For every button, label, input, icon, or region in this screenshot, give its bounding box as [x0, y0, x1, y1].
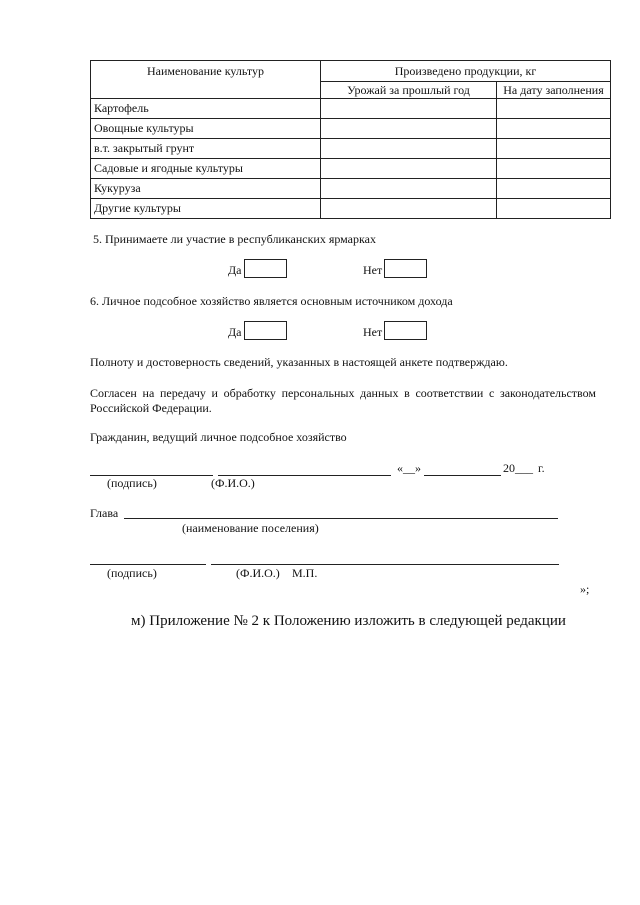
head-fio-line[interactable] — [211, 564, 559, 565]
row-name: Другие культуры — [91, 199, 321, 219]
amendment-text: м) Приложение № 2 к Положению изложить в следующей редакции — [131, 613, 566, 629]
row-name: Картофель — [91, 99, 321, 119]
cell-last-year[interactable] — [321, 179, 497, 199]
question-6-text: 6. Личное подсобное хозяйство является основным источником дохода — [90, 294, 453, 308]
question-5-text: 5. Принимаете ли участие в республиканских ярмарках — [93, 232, 376, 246]
table-row — [91, 199, 611, 219]
cell-current-date[interactable] — [497, 99, 611, 119]
q6-no-label: Нет — [363, 325, 383, 339]
header-current-date: На дату заполнения — [497, 82, 611, 99]
q5-yes-label: Да — [228, 263, 242, 277]
date-year-field[interactable]: 20___ — [503, 461, 533, 475]
q6-yes-label: Да — [228, 325, 242, 339]
signature-caption: (подпись) — [107, 476, 157, 490]
cell-current-date[interactable] — [497, 139, 611, 159]
cell-last-year[interactable] — [321, 199, 497, 219]
table-row — [91, 159, 611, 179]
cell-last-year[interactable] — [321, 139, 497, 159]
q5-no-checkbox[interactable] — [384, 259, 427, 278]
row-name: Кукуруза — [91, 179, 321, 199]
q5-yes-checkbox[interactable] — [244, 259, 287, 278]
table-row — [91, 119, 611, 139]
date-year-suffix: г. — [538, 461, 545, 475]
settlement-line[interactable] — [124, 518, 558, 519]
fio-caption: (Ф.И.О.) — [211, 476, 255, 490]
cell-current-date[interactable] — [497, 159, 611, 179]
consent-text: Согласен на передачу и обработку персональных данных в соответствии с законодательством Российской Федерации. — [90, 386, 596, 415]
head-fio-caption: (Ф.И.О.) — [236, 566, 280, 580]
table-row — [91, 139, 611, 159]
q6-no-checkbox[interactable] — [384, 321, 427, 340]
row-name: Садовые и ягодные культуры — [91, 159, 321, 179]
header-produced: Произведено продукции, кг — [321, 61, 611, 82]
stamp-caption: М.П. — [292, 566, 318, 580]
date-month-line[interactable] — [424, 475, 501, 476]
header-last-year: Урожай за прошлый год — [321, 82, 497, 99]
q5-no-label: Нет — [363, 263, 383, 277]
crops-table — [90, 60, 611, 219]
cell-current-date[interactable] — [497, 179, 611, 199]
table-row — [91, 179, 611, 199]
header-culture-name: Наименование культур — [91, 61, 321, 99]
head-signature-caption: (подпись) — [107, 566, 157, 580]
row-name: в.т. закрытый грунт — [91, 139, 321, 159]
date-day-field[interactable]: «__» — [397, 461, 421, 475]
cell-last-year[interactable] — [321, 99, 497, 119]
head-signature-line[interactable] — [90, 564, 206, 565]
cell-last-year[interactable] — [321, 119, 497, 139]
cell-last-year[interactable] — [321, 159, 497, 179]
closing-quote: »; — [580, 582, 590, 596]
cell-current-date[interactable] — [497, 119, 611, 139]
row-name: Овощные культуры — [91, 119, 321, 139]
table-row — [91, 99, 611, 119]
confirm-text: Полноту и достоверность сведений, указанных в настоящей анкете подтверждаю. — [90, 355, 508, 369]
settlement-caption: (наименование поселения) — [182, 521, 319, 535]
q6-yes-checkbox[interactable] — [244, 321, 287, 340]
citizen-label: Гражданин, ведущий личное подсобное хозяйство — [90, 430, 347, 444]
cell-current-date[interactable] — [497, 199, 611, 219]
head-label: Глава — [90, 506, 119, 520]
